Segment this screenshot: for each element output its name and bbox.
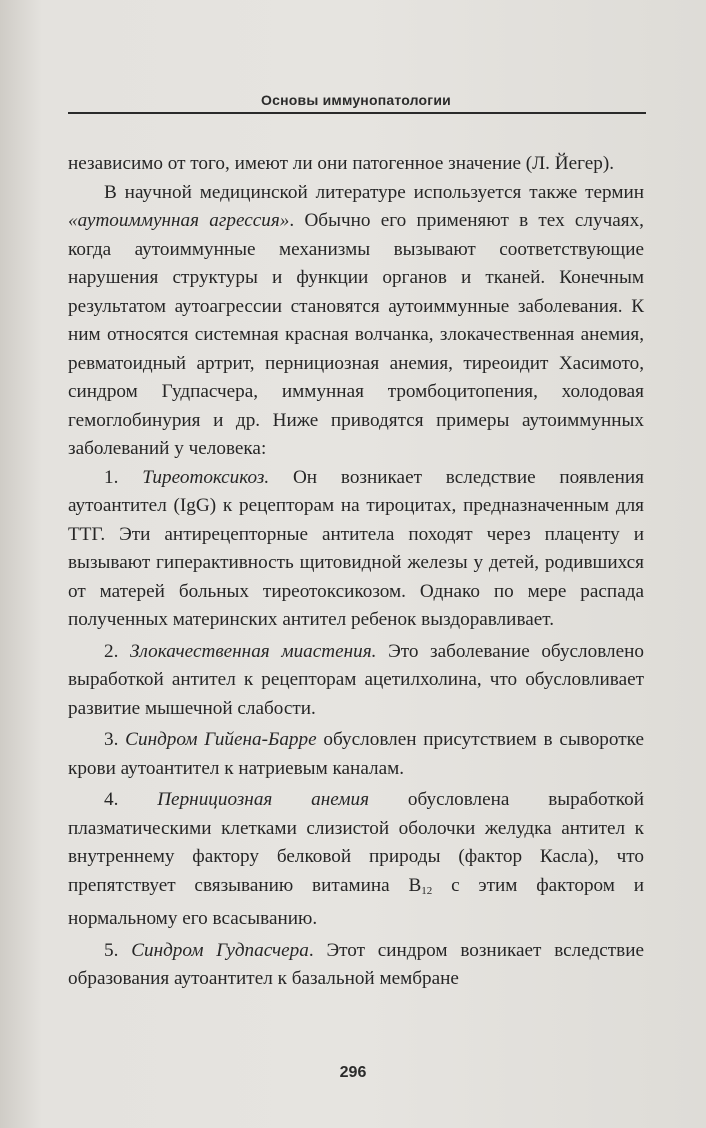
header-rule (68, 112, 646, 114)
paragraph-text: Это заболевание обусловлено выработкой антител к рецепторам ацетилхолина, что обусловливает развитие мышечной слабости. (68, 640, 644, 719)
page-number: 296 (339, 1064, 367, 1081)
paragraph-text: . Обычно его применяют в тех случаях, когда аутоиммунные механизмы вызывают соответствующие нарушения структуры и функции органов и тканей. Конечным результатом аутоагрессии становятся аутоиммунные заболевания. К ним относятся системная красная волчанка, злокачественная анемия, ревматоидный артрит, пернициозная анемия, тиреоидит Хасимото, синдром Гудпасчера, иммунная тромбоцитопения, холодовая гемоглобинурия и др. Ниже приводятся примеры аутоиммунных заболеваний у человека: (68, 210, 644, 459)
term-italic: Злокачественная миастения. (130, 640, 377, 662)
paragraph-lead: В научной медицинской литературе используется также термин (104, 181, 644, 203)
list-item-goodpasture (68, 937, 644, 994)
term-italic: «аутоиммунная агрессия» (68, 210, 290, 231)
paragraph-text: обусловлена выработкой плазматическими клетками слизистой оболочки желудка антител к внутреннему фактору белковой природы (фактор Касла), что препятствует связыванию витамина B (68, 789, 644, 896)
paragraph-text: с этим фактором и нормальному его всасыванию. (68, 874, 644, 929)
subscript: 12 (421, 884, 433, 897)
list-number: 4. (104, 789, 158, 810)
term-italic: Синдром Гудпасчера (131, 939, 309, 961)
list-number: 1. (104, 466, 143, 488)
running-head: Основы иммунопатологии (261, 92, 451, 108)
term-italic: Пернициозная анемия (157, 789, 370, 810)
list-number: 3. (104, 729, 126, 750)
paragraph-text: независимо от того, имеют ли они патогенное значение (Л. Йегер). (68, 153, 615, 174)
body-text (68, 150, 644, 994)
list-number: 5. (104, 939, 132, 961)
term-italic: Синдром Гийена-Барре (125, 729, 317, 750)
list-item-pernicious-anemia (68, 786, 644, 934)
term-italic: Тиреотоксикоз. (142, 466, 270, 488)
list-item-thyrotoxicosis (68, 464, 644, 635)
list-number: 2. (104, 640, 130, 662)
paragraph-continuation (68, 150, 644, 179)
list-item-myasthenia (68, 638, 644, 724)
paragraph-text: обусловлен присутствием в сыворотке крови аутоантител к натриевым каналам. (68, 729, 644, 779)
paragraph-autoimmune-aggression (68, 179, 644, 464)
paragraph-text: Он возникает вследствие появления аутоантител (IgG) к рецепторам на тироцитах, предназначенным для ТТГ. Эти антирецепторные антитела походят через плаценту и вызывают гиперактивность щитовидной железы у детей, родившихся от матерей больных тиреотоксикозом. Однако по мере распада полученных материнских антител ребенок выздоравливает. (68, 466, 644, 630)
list-item-guillain-barre (68, 726, 644, 783)
paragraph-text: . Этот синдром возникает вследствие образования аутоантител к базальной мембране (68, 939, 645, 989)
